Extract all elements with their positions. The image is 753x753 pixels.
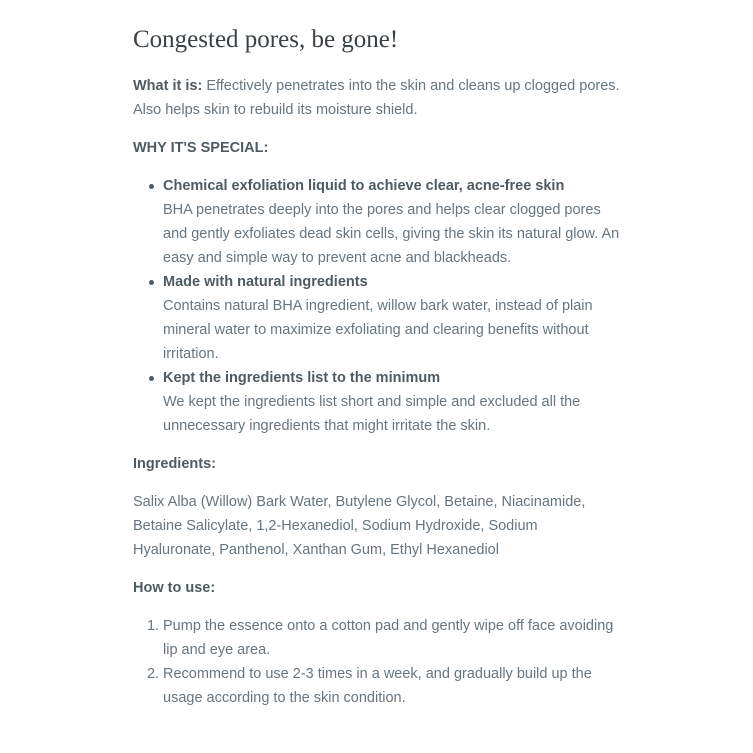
bullet-icon [149, 184, 154, 189]
feature-title: Made with natural ingredients [163, 274, 368, 290]
list-item [133, 366, 623, 438]
page-title: Congested pores, be gone! [133, 26, 399, 53]
bullet-icon [149, 376, 154, 381]
feature-title: Kept the ingredients list to the minimum [163, 370, 441, 386]
what-it-is-paragraph [133, 74, 623, 122]
what-it-is-label: What it is: [133, 78, 203, 94]
feature-description: We kept the ingredients list short and simple and excluded all the unnecessary ingredients that might irritate the skin. [163, 394, 581, 434]
feature-description: BHA penetrates deeply into the pores and helps clear clogged pores and gently exfoliates dead skin cells, giving the skin its natural glow. An easy and simple way to prevent acne and blackheads. [163, 202, 620, 266]
feature-description: Contains natural BHA ingredient, willow bark water, instead of plain mineral water to maximize exfoliating and clearing benefits without irritation. [163, 298, 593, 362]
ingredients-heading: Ingredients: [133, 456, 216, 472]
step-item [133, 662, 623, 710]
features-list [133, 174, 623, 438]
product-description [133, 22, 623, 710]
step-item [133, 614, 623, 662]
step-number: 2. [147, 666, 160, 682]
why-special-heading: WHY IT'S SPECIAL: [133, 140, 269, 156]
list-item [133, 270, 623, 366]
list-item [133, 174, 623, 270]
how-to-use-steps [133, 614, 623, 710]
feature-title: Chemical exfoliation liquid to achieve clear, acne-free skin [163, 178, 565, 194]
step-text: Recommend to use 2-3 times in a week, and gradually build up the usage according to the skin condition. [163, 666, 592, 706]
how-to-use-heading: How to use: [133, 580, 216, 596]
what-it-is-text: Effectively penetrates into the skin and cleans up clogged pores. Also helps skin to rebuild its moisture shield. [133, 78, 620, 118]
bullet-icon [149, 280, 154, 285]
ingredients-list: Salix Alba (Willow) Bark Water, Butylene Glycol, Betaine, Niacinamide, Betaine Salicylate, 1,2-Hexanediol, Sodium Hydroxide, Sodium Hyaluronate, Panthenol, Xanthan Gum, Ethyl Hexanediol [133, 494, 586, 558]
step-number: 1. [147, 618, 160, 634]
step-text: Pump the essence onto a cotton pad and gently wipe off face avoiding lip and eye area. [163, 618, 614, 658]
